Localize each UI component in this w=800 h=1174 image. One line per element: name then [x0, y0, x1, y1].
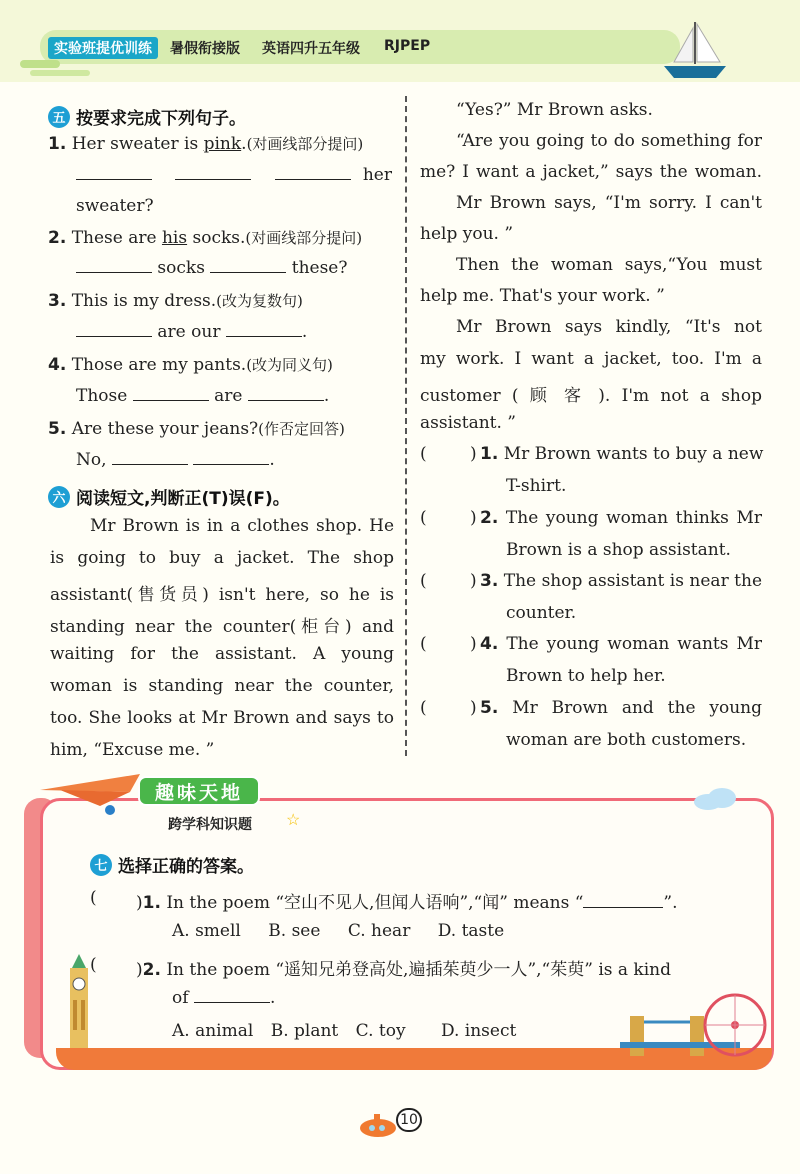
edition-label: 暑假衔接版 [170, 41, 240, 57]
answer-blank[interactable] [226, 323, 302, 337]
answer-blank[interactable] [76, 166, 152, 180]
fun-banner: 趣味天地 [138, 776, 260, 806]
answer-paren: ) [470, 698, 477, 718]
statement-4: 4. The young woman wants Mr [480, 634, 763, 654]
passage-line: Mr Brown is in a clothes shop. He [90, 516, 394, 536]
page-number: 10 [396, 1108, 422, 1132]
answer-line-5-3: are our . [76, 322, 307, 342]
answer-blank[interactable] [194, 989, 270, 1003]
statement-2-cont: Brown is a shop assistant. [506, 540, 731, 560]
answer-line-5-1: her [76, 165, 392, 185]
statement-1: 1. Mr Brown wants to buy a new [480, 444, 764, 464]
options-7-1: A. smell B. see C. hear D. taste [172, 921, 505, 941]
answer-blank[interactable] [193, 451, 269, 465]
passage-line: Mr Brown says, “I'm sorry. I can't [456, 193, 762, 213]
passage-line: assistant. ” [420, 413, 516, 433]
cloud-icon [690, 786, 740, 810]
options-7-2: A. animal B. plant C. toy D. insect [172, 1021, 517, 1041]
passage-line: “Yes?” Mr Brown asks. [456, 100, 653, 120]
ferris-wheel-icon [700, 990, 770, 1060]
statement-5-cont: woman are both customers. [506, 730, 747, 750]
answer-blank[interactable] [210, 259, 286, 273]
header-decoration [30, 70, 90, 76]
clock-tower-icon [62, 954, 96, 1048]
answer-blank[interactable] [76, 323, 152, 337]
question-7-1: )1. In the poem “空山不见人,但闻人语响”,“闻” means “ ”. [136, 893, 678, 913]
answer-paren: ) [470, 571, 477, 591]
series-title: 实验班提优训练 [48, 37, 158, 59]
answer-blank[interactable] [583, 894, 663, 908]
section-5-heading [48, 104, 246, 129]
passage-line: me? I want a jacket,” says the woman. [420, 162, 762, 182]
answer-paren[interactable]: ( [90, 955, 97, 975]
answer-paren: ) [470, 508, 477, 528]
section-title: 按要求完成下列句子。 [76, 109, 246, 129]
question-5-3: 3. This is my dress.(改为复数句) [48, 291, 303, 311]
passage-line: assistant(售货员) isn't here, so he is [50, 585, 394, 605]
section-number: 七 [90, 854, 112, 876]
answer-paren[interactable]: ( [420, 508, 427, 528]
passage-line: help me. That's your work. ” [420, 286, 665, 306]
statement-2: 2. The young woman thinks Mr [480, 508, 763, 528]
subject-label: 英语四升五年级 [262, 41, 360, 57]
answer-line-5-1-end: sweater? [76, 196, 154, 216]
answer-blank[interactable] [175, 166, 251, 180]
section-number: 五 [48, 106, 70, 128]
question-5-4: 4. Those are my pants.(改为同义句) [48, 355, 333, 375]
answer-blank[interactable] [112, 451, 188, 465]
section-6-heading [48, 484, 290, 509]
statement-3: 3. The shop assistant is near the [480, 571, 762, 591]
statement-4-cont: Brown to help her. [506, 666, 666, 686]
answer-paren[interactable]: ( [420, 444, 427, 464]
passage-line: him, “Excuse me. ” [50, 740, 215, 760]
answer-blank[interactable] [133, 387, 209, 401]
star-icon: ☆ [286, 810, 301, 829]
answer-paren[interactable]: ( [90, 888, 97, 908]
section-title: 阅读短文,判断正(T)误(F)。 [76, 489, 290, 509]
statement-5: 5. Mr Brown and the young [480, 698, 763, 718]
question-5-5: 5. Are these your jeans?(作否定回答) [48, 419, 345, 439]
answer-paren: ) [470, 444, 477, 464]
answer-blank[interactable] [76, 259, 152, 273]
passage-line: my work. I want a jacket, too. I'm a [420, 349, 762, 369]
section-number: 六 [48, 486, 70, 508]
question-7-2: )2. In the poem “遥知兄弟登高处,遍插茱萸少一人”,“茱萸” is a kind [136, 960, 672, 980]
passage-line: Mr Brown says kindly, “It's not [456, 317, 762, 337]
passage-line: Then the woman says,“You must [456, 255, 762, 275]
fun-subtitle: 跨学科知识题 [168, 817, 252, 833]
passage-line: woman is standing near the counter, [50, 676, 394, 696]
answer-line-5-2: socks these? [76, 258, 347, 278]
section-7-heading [90, 852, 254, 877]
answer-line-5-4: Those are . [76, 386, 330, 406]
passage-line: standing near the counter(柜台) and [50, 617, 394, 637]
passage-line: “Are you going to do something for [456, 131, 762, 151]
code-label: RJPEP [384, 38, 431, 54]
answer-paren[interactable]: ( [420, 698, 427, 718]
question-5-2: 2. These are his socks.(对画线部分提问) [48, 228, 363, 248]
passage-line: waiting for the assistant. A young [50, 644, 394, 664]
statement-1-cont: T-shirt. [506, 476, 567, 496]
statement-3-cont: counter. [506, 603, 577, 623]
passage-line: is going to buy a jacket. The shop [50, 548, 394, 568]
sailboat-icon [660, 18, 730, 82]
submarine-icon [354, 1112, 398, 1138]
answer-line-5-5: No, . [76, 450, 275, 470]
column-divider [405, 96, 407, 756]
section-title: 选择正确的答案。 [118, 857, 254, 877]
header-decoration [20, 60, 60, 68]
answer-paren[interactable]: ( [420, 571, 427, 591]
answer-paren: ) [470, 634, 477, 654]
passage-line: help you. ” [420, 224, 514, 244]
answer-blank[interactable] [248, 387, 324, 401]
passage-line: customer ( 顾 客 ). I'm not a shop [420, 386, 762, 406]
glider-icon [40, 770, 150, 830]
passage-line: too. She looks at Mr Brown and says to [50, 708, 394, 728]
question-7-2-cont: of . [172, 988, 276, 1008]
answer-blank[interactable] [275, 166, 351, 180]
question-5-1: 1. Her sweater is pink.(对画线部分提问) [48, 134, 364, 154]
answer-paren[interactable]: ( [420, 634, 427, 654]
